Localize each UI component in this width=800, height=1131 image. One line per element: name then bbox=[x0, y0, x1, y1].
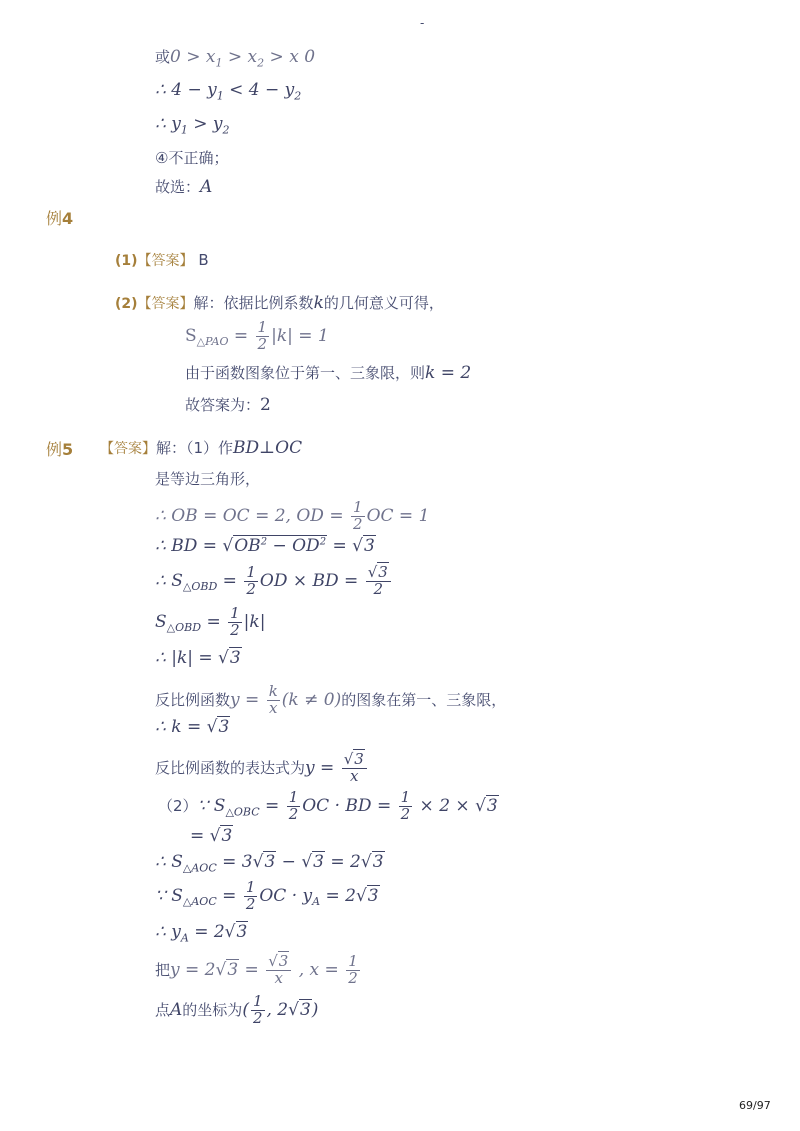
ex4-part1 bbox=[115, 250, 209, 270]
header-dash: - bbox=[420, 16, 425, 30]
ex4-p2-area-eq: $S_{\triangle PAO}$ = $\frac{1}{2}$ |k| = 1 bbox=[185, 318, 329, 353]
line-3: ∴ $y_1 > y_2$ bbox=[155, 114, 230, 137]
ex4-p2-text2: 的几何意义可得， bbox=[323, 294, 444, 312]
ex4-p1-answer: B bbox=[198, 251, 209, 269]
ex5-line-g: 反比例函数y = $\frac{k}{x}$ (k ≠ 0)的图象在第一、三象限， bbox=[155, 682, 507, 717]
ex5-line-j: （2）∵ $S_{\triangle OBC}$ = $\frac{1}{2}$ OC · BD = $\frac{1}{2}$ × 2 × √3 bbox=[158, 788, 498, 823]
line-1-math: $0 > x_1 > x_2 > x$ 0 bbox=[170, 47, 316, 70]
ex5-line-i: 反比例函数的表达式为y = $\frac{√3}{x}$ bbox=[155, 752, 369, 785]
example-5-label: 例5 bbox=[46, 440, 74, 459]
ex4-part2 bbox=[115, 292, 444, 313]
page-number: 69/97 bbox=[739, 1099, 771, 1112]
ex4-p2-line4: 故答案为：2 bbox=[185, 395, 271, 415]
example-4-label: 例4 bbox=[46, 209, 74, 228]
ex5-line-m: ∵ $S_{\triangle AOC}$ = $\frac{1}{2}$ OC · $y_A = 2√3$ bbox=[155, 878, 379, 913]
ex4-p2-line3: 由于函数图象位于第一、三象限，则k = 2 bbox=[185, 363, 472, 383]
ex4-p2-num: (2)【答案】 bbox=[115, 296, 194, 312]
line-5 bbox=[155, 176, 212, 197]
ex5-line-h: ∴ k = √3 bbox=[155, 717, 230, 737]
line-1-prefix: 或 bbox=[155, 48, 171, 66]
ex5-line-l: ∴ $S_{\triangle AOC} = 3√3 - √3 = 2√3$ bbox=[155, 852, 384, 875]
ex5-line-n: ∴ $y_A = 2√3$ bbox=[155, 922, 248, 945]
ex5-line-f: ∴ |k| = √3 bbox=[155, 648, 241, 668]
line-5-text: 故选： bbox=[155, 178, 201, 196]
ex5-line-k: = √3 bbox=[190, 826, 233, 846]
ex4-p1-num: (1)【答案】 bbox=[115, 253, 194, 269]
ex5-line-o: 把y = 2√3 = $\frac{√3}{x}$ , x = $\frac{1}{2}$ bbox=[155, 952, 358, 987]
ex5-line-a: 是等边三角形， bbox=[155, 470, 261, 488]
line-1 bbox=[155, 46, 315, 69]
ex5-line-d: ∴ $S_{\triangle OBD}$ = $\frac{1}{2}$ OD × BD = $\frac{√3}{2}$ bbox=[155, 565, 393, 598]
ex4-p2-k: k bbox=[313, 293, 324, 313]
ex5-line-b: ∴ OB = OC = 2, OD = $\frac{1}{2}$ OC = 1 bbox=[155, 498, 430, 533]
ex5-intro: 【答案】解：（1）作BD⊥OC bbox=[100, 438, 303, 458]
line-4: ④不正确； bbox=[155, 149, 229, 167]
ex5-line-p: 点A的坐标为( $\frac{1}{2}$ , 2√3) bbox=[155, 992, 319, 1027]
line-5-math: A bbox=[200, 177, 213, 197]
ex5-line-c: ∴ BD = $√OB^2 - OD^2 = √3$ bbox=[155, 536, 375, 556]
ex4-p2-text: 解：依据比例系数 bbox=[193, 294, 314, 312]
line-2: ∴ $4 - y_1 < 4 - y_2$ bbox=[155, 80, 302, 103]
ex5-line-e: $S_{\triangle OBD}$ = $\frac{1}{2}$ |k| bbox=[155, 604, 266, 639]
